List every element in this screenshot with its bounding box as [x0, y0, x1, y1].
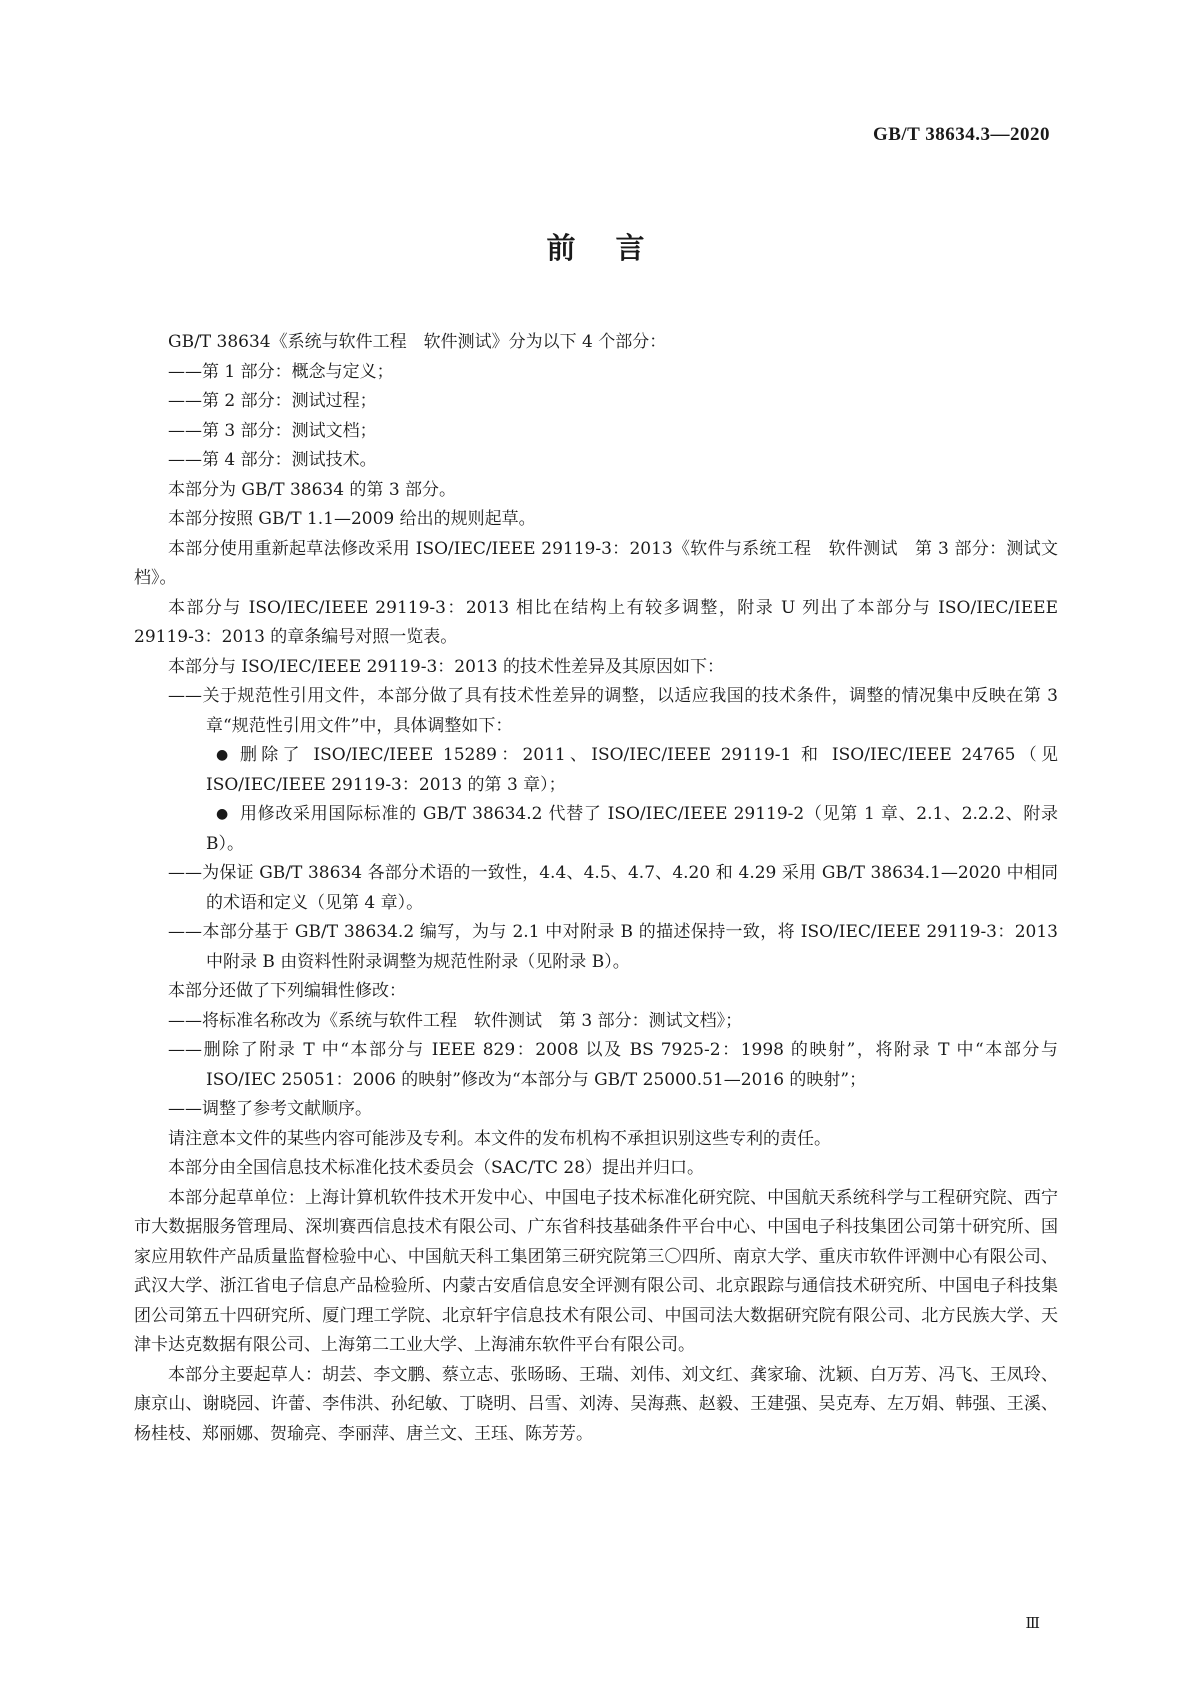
dash-item: ——为保证 GB/T 38634 各部分术语的一致性，4.4、4.5、4.7、4.20 和 4.29 采用 GB/T 38634.1—2020 中相同的术语和定义（见第 4 章）。: [168, 863, 1058, 913]
page-title: 前言: [546, 231, 685, 265]
dash-item: ——本部分基于 GB/T 38634.2 编写，为与 2.1 中对附录 B 的描述保持一致，将 ISO/IEC/IEEE 29119-3：2013 中附录 B 由资料性附录调整为规范性附录（见附录 B）。: [168, 922, 1058, 972]
paragraph: 请注意本文件的某些内容可能涉及专利。本文件的发布机构不承担识别这些专利的责任。: [168, 1128, 831, 1149]
paragraph: GB/T 38634《系统与软件工程 软件测试》分为以下 4 个部分：: [168, 332, 667, 352]
dash-item: ——将标准名称改为《系统与软件工程 软件测试 第 3 部分：测试文档》；: [168, 1010, 743, 1031]
standard-number: GB/T 38634.3—2020: [872, 124, 1050, 145]
paragraph: 本部分还做了下列编辑性修改：: [168, 981, 406, 1001]
paragraph: 本部分主要起草人：胡芸、李文鹏、蔡立志、张旸旸、王瑞、刘伟、刘文红、龚家瑜、沈颖、白万芳、冯飞、王凤玲、康京山、谢晓园、许蕾、李伟洪、孙纪敏、丁晓明、吕雪、刘涛、吴海燕、赵毅、王建强、吴克寿、左万娟、韩强、王溪、杨桂枝、郑丽娜、贺瑜亮、李丽萍、唐兰文、王珏、陈芳芳。: [134, 1364, 1058, 1444]
dash-item: ——第 3 部分：测试文档；: [168, 420, 377, 441]
bullet-item: [134, 800, 1058, 859]
bullet-item: [134, 741, 1058, 800]
dash-item: ——第 1 部分：概念与定义；: [168, 361, 394, 382]
bullet-dot-icon: ●: [216, 747, 229, 763]
paragraph: 本部分起草单位：上海计算机软件技术开发中心、中国电子技术标准化研究院、中国航天系统科学与工程研究院、西宁市大数据服务管理局、深圳赛西信息技术有限公司、广东省科技基础条件平台中心、中国电子科技集团公司第十研究所、国家应用软件产品质量监督检验中心、中国航天科工集团第三研究院第三〇四所、南京大学、重庆市软件评测中心有限公司、武汉大学、浙江省电子信息产品检验所、内蒙古安盾信息安全评测有限公司、北京跟踪与通信技术研究所、中国电子科技集团公司第五十四研究所、厦门理工学院、北京轩宇信息技术有限公司、中国司法大数据研究院有限公司、北方民族大学、天津卡达克数据有限公司、上海第二工业大学、上海浦东软件平台有限公司。: [134, 1187, 1058, 1355]
dash-item: ——调整了参考文献顺序。: [168, 1099, 372, 1119]
dash-item: ——第 4 部分：测试技术。: [168, 450, 377, 470]
paragraph: 本部分由全国信息技术标准化技术委员会（SAC/TC 28）提出并归口。: [168, 1158, 705, 1178]
bullet-dot-icon: ●: [216, 806, 229, 822]
dash-item: ——关于规范性引用文件，本部分做了具有技术性差异的调整，以适应我国的技术条件，调整的情况集中反映在第 3 章“规范性引用文件”中，具体调整如下：: [168, 686, 1058, 736]
paragraph: 本部分使用重新起草法修改采用 ISO/IEC/IEEE 29119-3：2013《软件与系统工程 软件测试 第 3 部分：测试文档》。: [134, 538, 1058, 588]
paragraph: 本部分按照 GB/T 1.1—2009 给出的规则起草。: [168, 509, 536, 529]
bullet-text: 用修改采用国际标准的 GB/T 38634.2 代替了 ISO/IEC/IEEE 29119-2（见第 1 章、2.1、2.2.2、附录 B）。: [206, 804, 1058, 854]
dash-item: ——第 2 部分：测试过程；: [168, 391, 377, 411]
paragraph: 本部分为 GB/T 38634 的第 3 部分。: [168, 479, 457, 500]
paragraph: 本部分与 ISO/IEC/IEEE 29119-3：2013 相比在结构上有较多调整，附录 U 列出了本部分与 ISO/IEC/IEEE 29119-3：2013 的章条编号对照一览表。: [134, 597, 1058, 647]
bullet-text: 删除了 ISO/IEC/IEEE 15289：2011、ISO/IEC/IEEE 29119-1 和 ISO/IEC/IEEE 24765（见 ISO/IEC/IEEE 29119-3：2013 的第 3 章）；: [206, 745, 1058, 795]
foreword-body: [134, 328, 1058, 1449]
paragraph: 本部分与 ISO/IEC/IEEE 29119-3：2013 的技术性差异及其原因如下：: [168, 656, 724, 677]
page-number: Ⅲ: [1025, 1616, 1040, 1632]
dash-item: ——删除了附录 T 中“本部分与 IEEE 829：2008 以及 BS 7925-2：1998 的映射”，将附录 T 中“本部分与 ISO/IEC 25051：2006 的映射”修改为“本部分与 GB/T 25000.51—2016 的映射”；: [168, 1040, 1058, 1090]
